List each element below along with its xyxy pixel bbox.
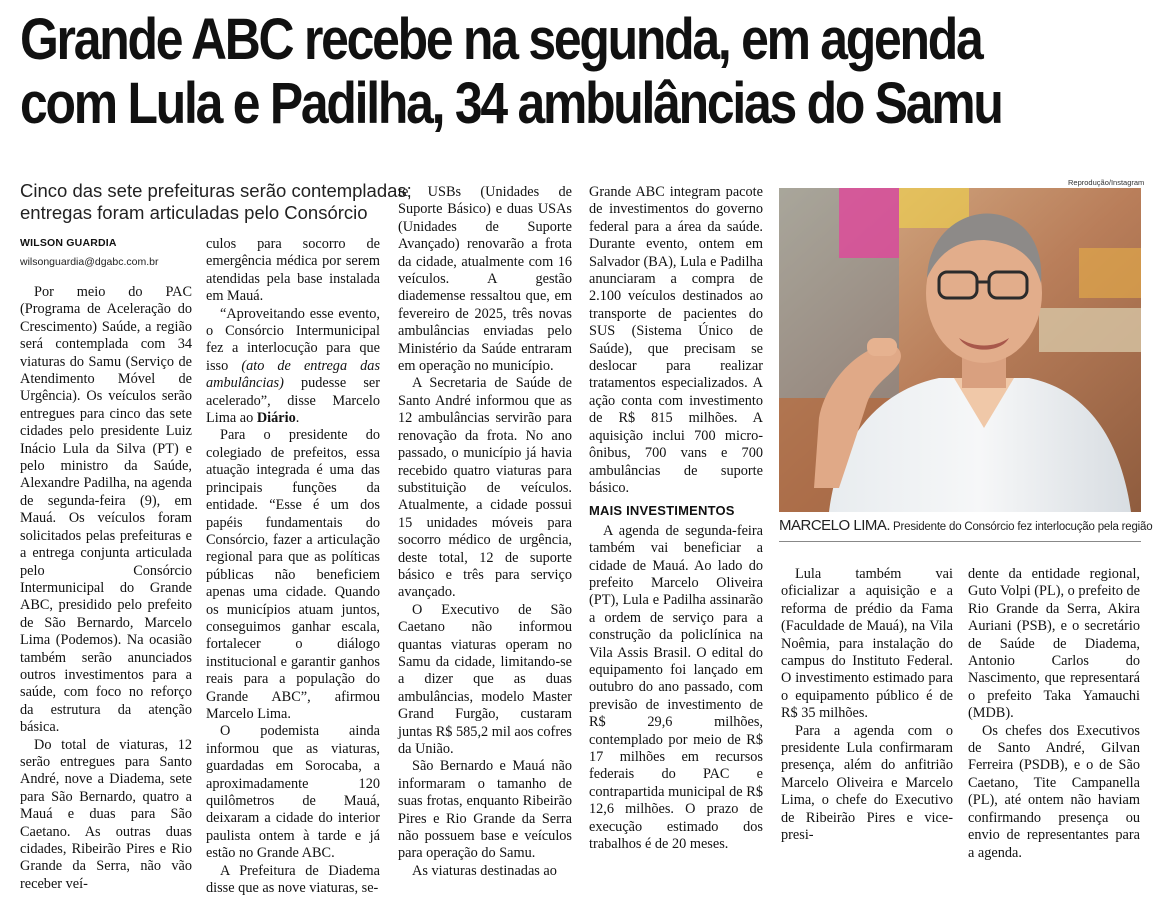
paragraph: te USBs (Unidades de Suporte Básico) e duas USAs (Unidades de Suporte Avançado) renovarão a frota da cidade, atualmente com 16 veículos. A gestão diademense ressaltou que, em fevereiro de 2025, três novas ambulâncias enviadas pelo Ministério da Saúde entraram em operação no município. [398,184,572,375]
portrait-illustration [779,188,1141,512]
paragraph [206,306,380,428]
paragraph: A Secretaria de Saúde de Santo André informou que as 12 ambulâncias servirão para renovação da frota. No ano passado, o município já havia recebido quatro viaturas para substituição de veículos. Atualmente, a cidade possui 15 unidades móveis para socorro médico de urgência, deste total, 12 de suporte básico e três para serviço avançado. [398,375,572,601]
caption-text: Presidente do Consórcio fez interlocução pela região [890,521,1153,533]
newspaper-name: Diário [256,410,296,427]
author-byline: WILSON GUARDIA [20,237,117,249]
news-photo [779,188,1141,512]
paragraph: Do total de viaturas, 12 serão entregues para Santo André, nove a Diadema, sete para São Bernardo, quatro a Mauá e duas para São Caetano. As outras duas cidades, Ribeirão Pires e Rio Grande da Serra, não vão receber veí- [20,736,192,892]
article-column-1 [20,284,192,892]
article-column-5 [781,566,953,844]
author-email: wilsonguardia@dgabc.com.br [20,256,159,268]
section-heading: MAIS INVESTIMENTOS [589,503,735,519]
paragraph: Lula também vai oficializar a aquisição e a reforma de prédio da Fama (Faculdade de Mauá), na Vila Noêmia, para instalação do campus do Instituto Federal. O investimento estimado para o equipamento público é de R$ 35 milhões. [781,566,953,722]
paragraph: O Executivo de São Caetano não informou quantas viaturas operam no Samu da cidade, limitando-se a dizer que as duas ambulâncias, modelo Master Grand Furgão, custaram juntas R$ 585,2 mil aos cofres da União. [398,601,572,757]
paragraph: Para a agenda com o presidente Lula confirmaram presença, além do anfitrião Marcelo Oliveira e Marcelo Lima, o chefe do Executivo de Ribeirão Pires e vice-presi- [781,722,953,844]
headline-line-1: Grande ABC recebe na segunda, em agenda [20,7,982,72]
quote-aside: (ato de entrega das ambulâncias) [206,357,381,392]
subheadline-line-2: entregas foram articuladas pelo Consórcio [20,202,368,223]
paragraph: Para o presidente do colegiado de prefeitos, essa atuação integrada é uma das principais funções da entidade. “Esse é um dos papéis fundamentais do Consórcio, fazer a articulação regional para que as políticas públicas não beneficiem apenas uma cidade. Quando os municípios atuam juntos, conseguimos ganhar escala, fortalecer o diálogo institucional e garantir ganhos reais para a população do Grande ABC”, afirmou Marcelo Lima. [206,427,380,722]
article-column-2 [206,236,381,897]
subheadline-line-1: Cinco das sete prefeituras serão contempladas; [20,180,412,201]
caption-name: MARCELO LIMA. [779,517,891,534]
quote-text: . [295,410,300,427]
caption-divider [779,541,1141,542]
paragraph: São Bernardo e Mauá não informaram o tamanho de suas frotas, enquanto Ribeirão Pires e Rio Grande da Serra não possuem base e veículos para operação do Samu. [398,758,572,862]
subheadline [20,180,412,224]
paragraph: Os chefes dos Executivos de Santo André, Gilvan Ferreira (PSDB), e o de São Caetano, Tite Campanella (PL), até ontem não haviam confirmando presença ou envio de representantes para a agenda. [968,722,1140,861]
article-column-3 [398,184,572,879]
paragraph: dente da entidade regional, Guto Volpi (PL), o prefeito de Rio Grande da Serra, Akira Auriani (PSB), e o secretário de Saúde de Diadema, Antonio Carlos do Nascimento, que representará o prefeito Taka Yamauchi (MDB). [968,566,1140,722]
paragraph: Por meio do PAC (Programa de Aceleração do Crescimento) Saúde, a região será contemplada com 34 viaturas do Samu (Serviço de Atendimento Móvel de Urgência). Os veículos serão entregues para cinco das sete cidades pelo presidente Luiz Inácio Lula da Silva (PT) e pelo ministro da Saúde, Alexandre Padilha, na agenda de segunda-feira (9), em Mauá. Os veículos foram solicitados pelas prefeituras e a entrega conjunta articulada pelo Consórcio Intermunicipal do Grande ABC, presidido pelo prefeito de São Bernardo, Marcelo Lima (Podemos). Na ocasião também serão anunciados outros investimentos para a saúde, com foco no reforço da estrutura da atenção básica. [20,284,192,736]
paragraph: O podemista ainda informou que as viaturas, guardadas em Sorocaba, a aproximadamente 120 quilômetros de Mauá, deixaram a cidade do interior paulista ontem à tarde e já estão no Grande ABC. [206,723,380,862]
paragraph: As viaturas destinadas ao [412,862,557,879]
headline-line-2: com Lula e Padilha, 34 ambulâncias do Samu [20,71,1002,136]
article-column-6 [968,566,1140,861]
article-column-4 [589,184,763,853]
paragraph: Grande ABC integram pacote de investimentos do governo federal para a área da saúde. Durante evento, ontem em Salvador (BA), Lula e Padilha anunciaram a compra de 2.100 veículos destinados ao transporte de pacientes do SUS (Sistema Único de Saúde), que precisam se deslocar para realizar tratamentos especializados. A ação conta com investimento de R$ 815 milhões. A aquisição inclui 700 micro-ônibus, 700 vans e 700 ambulâncias de suporte básico. [589,184,763,496]
paragraph: culos para socorro de emergência médica por serem atendidas pela base instalada em Mauá. [206,236,380,305]
quote-text: “Aproveitando esse evento, o Consórcio Intermunicipal fez a interlocução para que isso [206,305,380,374]
paragraph: A Prefeitura de Diadema disse que as nove viaturas, se- [206,862,380,897]
headline [20,7,1002,136]
quote-text: pudesse ser acelerado”, disse Marcelo Lima ao [206,375,380,427]
paragraph: A agenda de segunda-feira também vai beneficiar a cidade de Mauá. Ao lado do prefeito Marcelo Oliveira (PT), Lula e Padilha assinarão a ordem de serviço para a construção da policlínica na Vila Assis Brasil. O edital do equipamento foi lançado em outubro do ano passado, com previsão de investimento de R$ 29,6 milhões, contemplado por meio de R$ 17 milhões em recursos federais do PAC e contrapartida municipal de R$ 12,6 milhões. O prazo de execução estimado dos trabalhos é de 20 meses. [589,522,763,853]
photo-credit: Reprodução/Instagram [1068,178,1145,187]
photo-caption [779,517,1151,535]
